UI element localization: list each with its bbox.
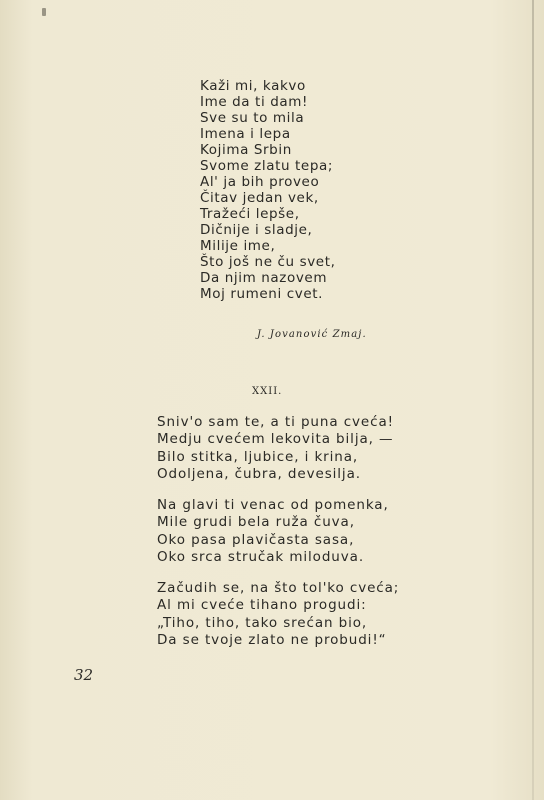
poem-line: Odoljena, čubra, devesilja. <box>157 465 361 482</box>
poem-line: Ime da ti dam! <box>200 94 309 110</box>
poem-line: Da njim nazovem <box>200 270 328 286</box>
poem-line: Začudih se, na što tol'ko cveća; <box>157 580 400 596</box>
poem-line: Sve su to mila <box>200 110 305 126</box>
stanza-2 <box>157 497 389 566</box>
poem-line: Moj rumeni cvet. <box>200 286 324 302</box>
poem-line: Milije ime, <box>200 238 276 254</box>
poem-line: Dičnije i sladje, <box>200 222 313 238</box>
poem-line: Mile grudi bela ruža čuva, <box>157 514 355 531</box>
poem-line: Medju cvećem lekovita bilja, — <box>157 431 394 448</box>
poem-line: Što još ne ču svet, <box>200 254 336 270</box>
poem-line: Svome zlatu tepa; <box>200 158 334 174</box>
poem-line: Da se tvoje zlato ne probudi!“ <box>157 631 387 648</box>
poem-line: Kaži mi, kakvo <box>200 78 306 94</box>
stanza-3 <box>157 580 399 649</box>
poem-line: Al mi cveće tihano progudi: <box>157 597 367 614</box>
poem-line: Imena i lepa <box>200 126 291 142</box>
poem-number-heading: XXII. <box>252 386 283 397</box>
poem-top <box>200 78 335 302</box>
poem-line: Čitav jedan vek, <box>200 190 319 206</box>
poem-line: Oko pasa plavičasta sasa, <box>157 531 355 548</box>
ink-speck <box>42 8 46 16</box>
page-edge-shadow <box>532 0 534 800</box>
page-number: 32 <box>74 666 94 684</box>
poem-line: Kojima Srbin <box>200 142 292 158</box>
poem-line: Bilo stitka, ljubice, i krina, <box>157 448 359 465</box>
poem-line: Tražeći lepše, <box>200 206 300 222</box>
poem-line: Sniv'o sam te, a ti puna cveća! <box>157 414 394 430</box>
author-signature: J. Jovanović Zmaj. <box>257 329 367 340</box>
poem-line: „Tiho, tiho, tako srećan bio, <box>157 614 368 631</box>
poem-line: Oko srca stručak miloduva. <box>157 548 365 565</box>
poem-line: Al' ja bih proveo <box>200 174 320 190</box>
stanza-1 <box>157 414 394 483</box>
poem-line: Na glavi ti venac od pomenka, <box>157 497 389 513</box>
